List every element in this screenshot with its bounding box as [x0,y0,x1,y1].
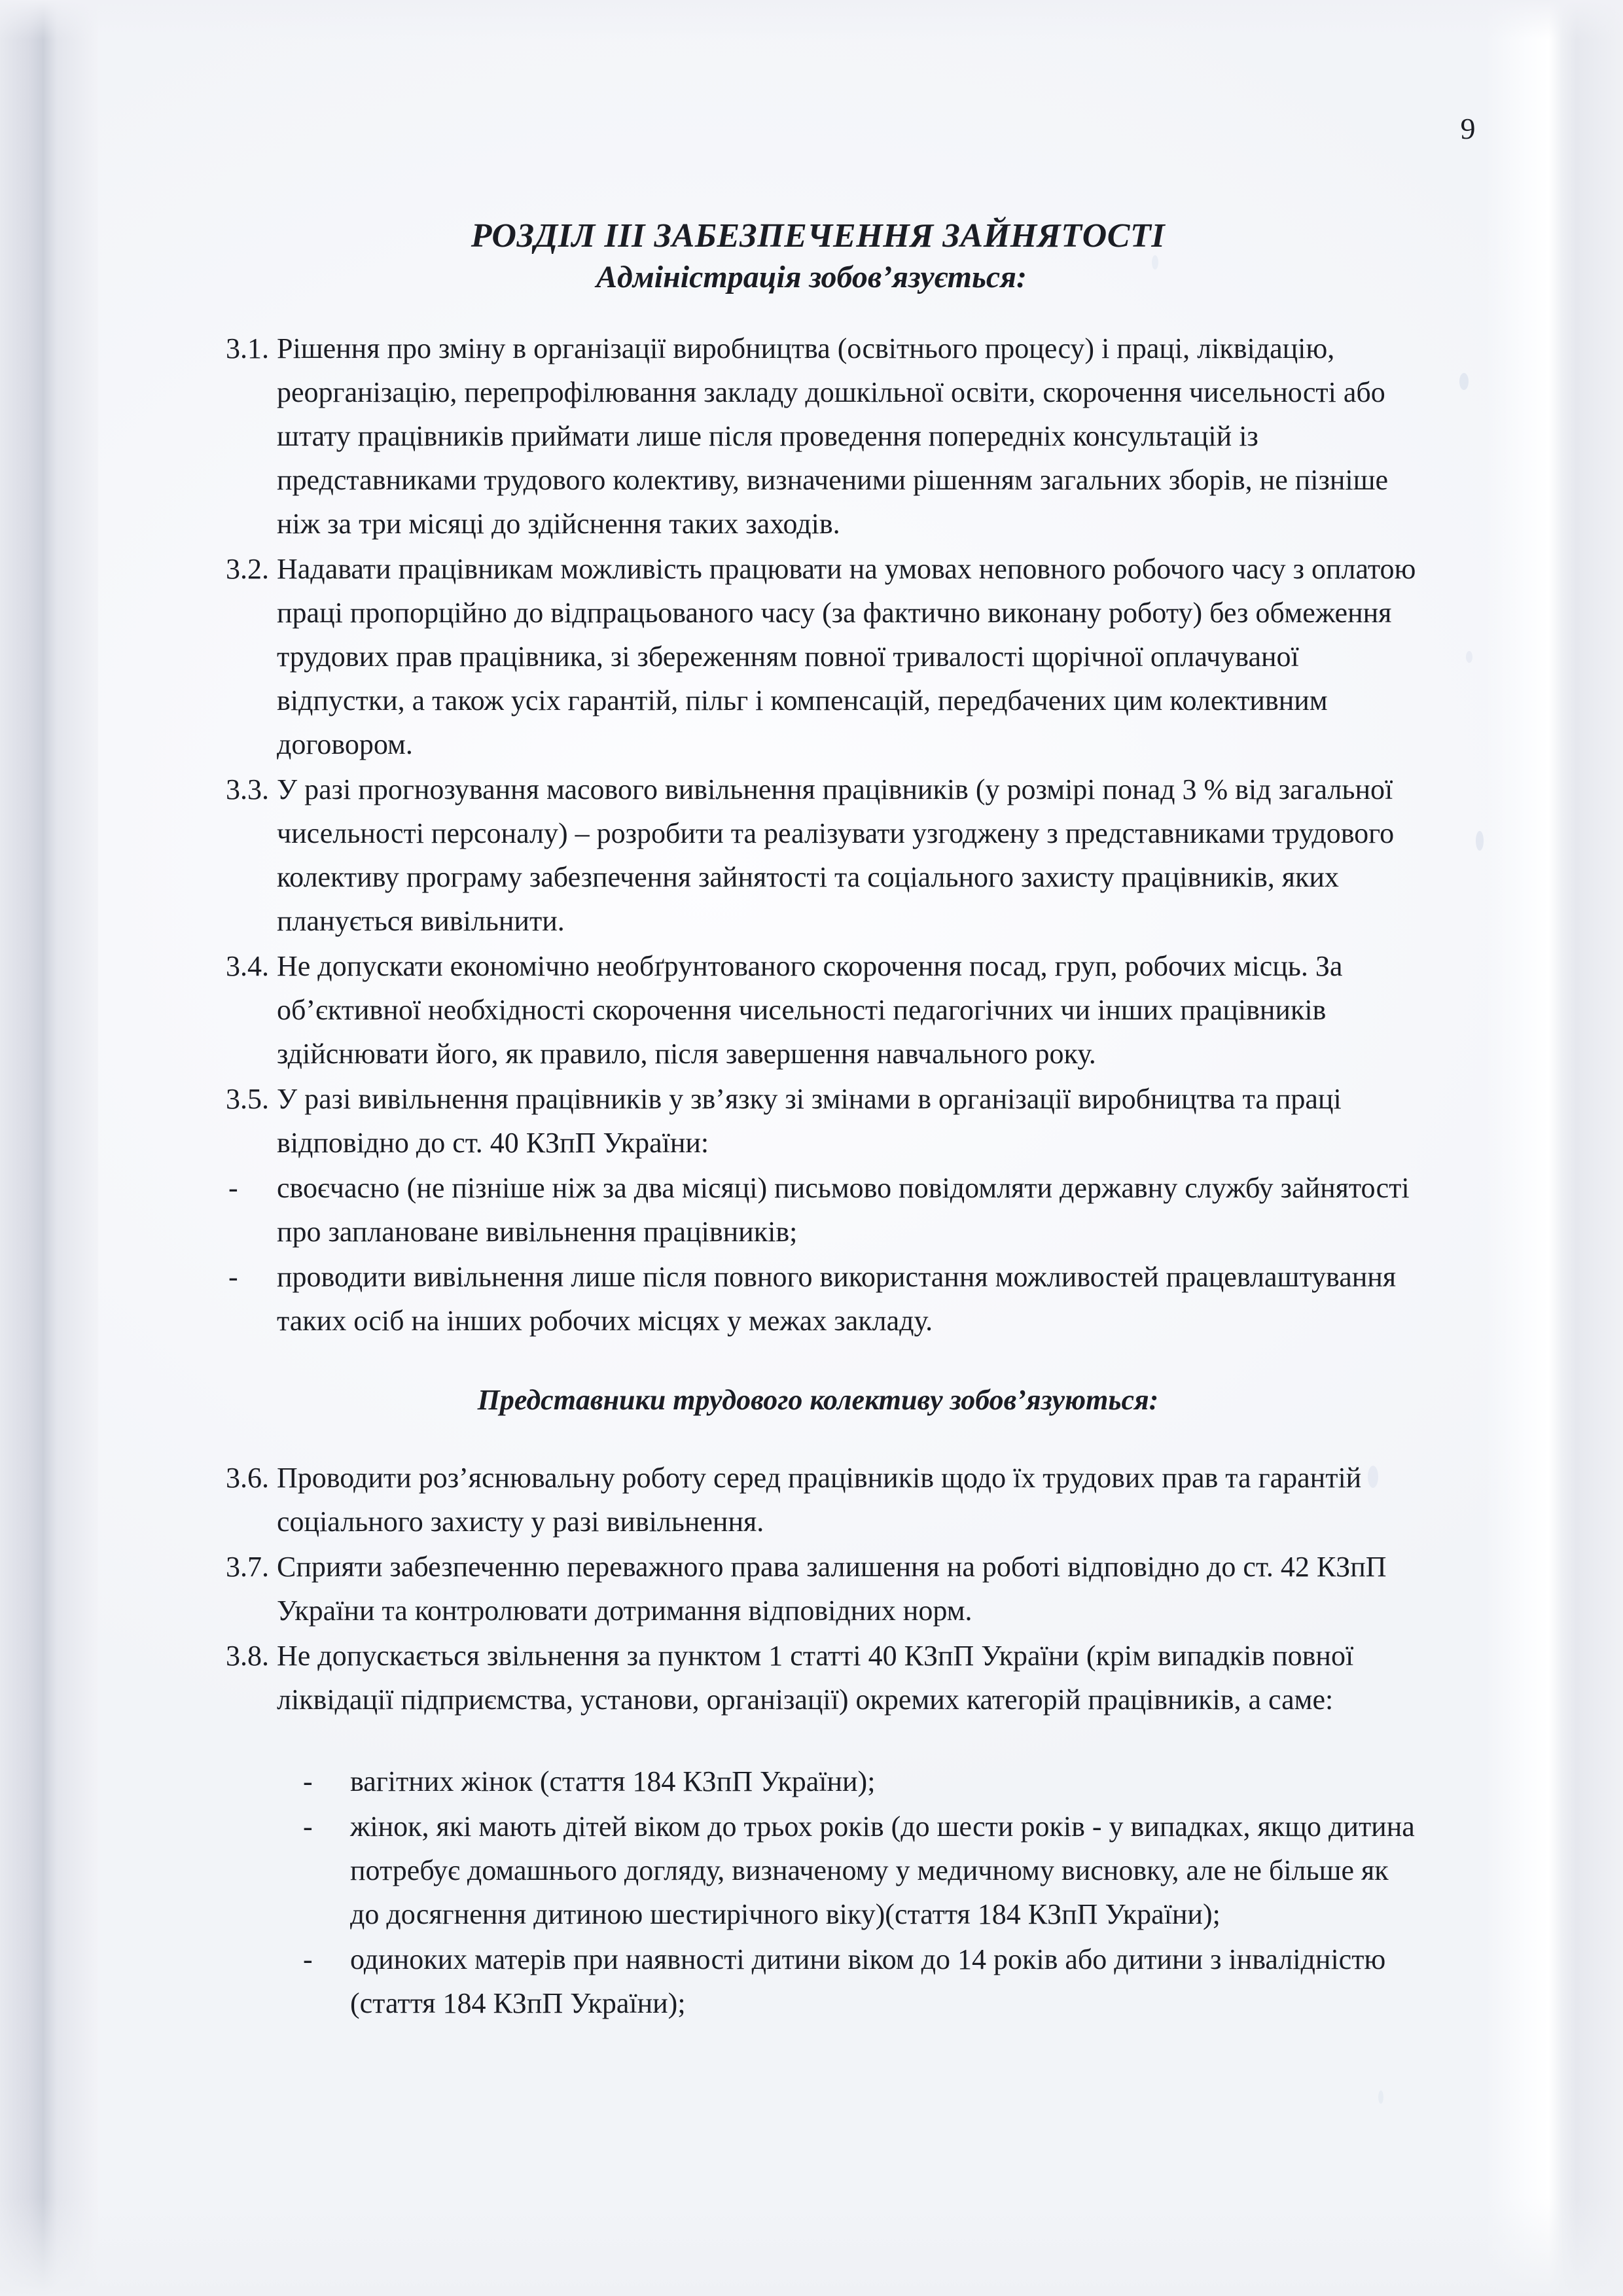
clause-text: Проводити роз’яснювальну роботу серед працівників щодо їх трудових прав та гарантій соціального захисту у разі вивільнення. [277,1461,1362,1538]
clause-text: Надавати працівникам можливість працювати на умовах неповного робочого часу з оплатою праці пропорційно до відпрацьованого часу (за фактично виконану роботу) без обмеження трудових прав працівника, зі збереженням повної тривалості щорічної оплачуваної відпустки, а також усіх гарантій, пільг і компенсацій, передбачених цим колективним договором. [277,552,1416,760]
dash-marker: - [303,1765,313,1797]
clause-3-1 [226,327,1417,546]
clause-text: У разі вивільнення працівників у зв’язку зі змінами в організації виробництва та праці відповідно до ст. 40 КЗпП України: [277,1082,1342,1159]
clause-number: 3.7. [226,1550,269,1583]
document-body [226,216,1417,2026]
representatives-obligations-heading: Представники трудового колективу зобов’язуються: [477,1383,1159,1416]
clause-number: 3.6. [226,1461,269,1494]
protected-categories-list [226,1759,1417,2025]
sub-item-2 [226,1805,1417,1936]
page-number: 9 [1460,112,1476,145]
clause-number: 3.2. [226,552,269,585]
clause-number: 3.8. [226,1639,269,1672]
clause-text: Не допускається звільнення за пунктом 1 статті 40 КЗпП України (крім випадків повної ліквідації підприємства, установи, організації) окремих категорій працівників, а саме: [277,1639,1354,1716]
sub-item-1 [226,1759,1417,1803]
clause-text: Сприяти забезпеченню переважного права залишення на роботі відповідно до ст. 42 КЗпП України та контролювати дотримання відповідних норм. [277,1550,1387,1627]
clause-number: 3.1. [226,332,269,364]
dash-marker: - [228,1171,238,1204]
clause-3-5 [226,1077,1417,1165]
clause-text: У разі прогнозування масового вивільнення працівників (у розмірі понад 3 % від загальної чисельності персоналу) – розробити та реалізувати узгоджену з представниками трудового колективу програму забезпечення зайнятості та соціального захисту працівників, яких планується вивільнити. [277,773,1395,937]
clause-3-4 [226,944,1417,1076]
clause-3-3 [226,768,1417,943]
sub-item-3 [226,1937,1417,2025]
sub-item-text: вагітних жінок (стаття 184 КЗпП України); [350,1765,876,1797]
clause-text: Рішення про зміну в організації виробництва (освітнього процесу) і праці, ліквідацію, реорганізацію, перепрофілювання закладу дошкільної освіти, скорочення чисельності або штату працівників приймати лише після проведення попередніх консультацій із представниками трудового колективу, визначеними рішенням загальних зборів, не пізніше ніж за три місяці до здійснення таких заходів. [277,332,1389,540]
clause-number: 3.4. [226,949,276,982]
dash-item-text: проводити вивільнення лише після повного використання можливостей працевлаштування таких осіб на інших робочих місцях у межах закладу. [277,1260,1397,1337]
dash-item-2 [226,1255,1417,1343]
admin-obligations-subtitle: Адміністрація зобов’язується: [596,260,1027,295]
clause-number: 3.3. [226,773,269,805]
dash-marker: - [228,1260,238,1293]
clause-3-7 [226,1545,1417,1633]
dash-marker: - [303,1810,313,1843]
page-title: РОЗДІЛ III ЗАБЕЗПЕЧЕННЯ ЗАЙНЯТОСТІ [471,217,1166,255]
sub-item-text: жінок, які мають дітей віком до трьох років (до шести років - у випадках, якщо дитина потребує домашнього догляду, визначеному у медичному висновку, але не більше як до досягнення дитиною шестирічного віку)(стаття 184 КЗпП України); [350,1810,1415,1930]
dash-item-text: своєчасно (не пізніше ніж за два місяці) письмово повідомляти державну службу зайнятості про заплановане вивільнення працівників; [277,1171,1410,1248]
clause-number: 3.5. [226,1082,269,1115]
clause-3-6 [226,1456,1417,1544]
dash-item-1 [226,1166,1417,1254]
clause-3-8 [226,1634,1417,1722]
clause-text: Не допускати економічно необґрунтованого скорочення посад, груп, робочих місць. За об’єктивної необхідності скорочення чисельності педагогічних чи інших працівників здійснювати його, як правило, після завершення навчального року. [277,949,1343,1070]
clause-3-2 [226,547,1417,766]
sub-item-text: одиноких матерів при наявності дитини віком до 14 років або дитини з інвалідністю (стаття 184 КЗпП України); [350,1943,1386,2019]
dash-marker: - [303,1943,313,1975]
